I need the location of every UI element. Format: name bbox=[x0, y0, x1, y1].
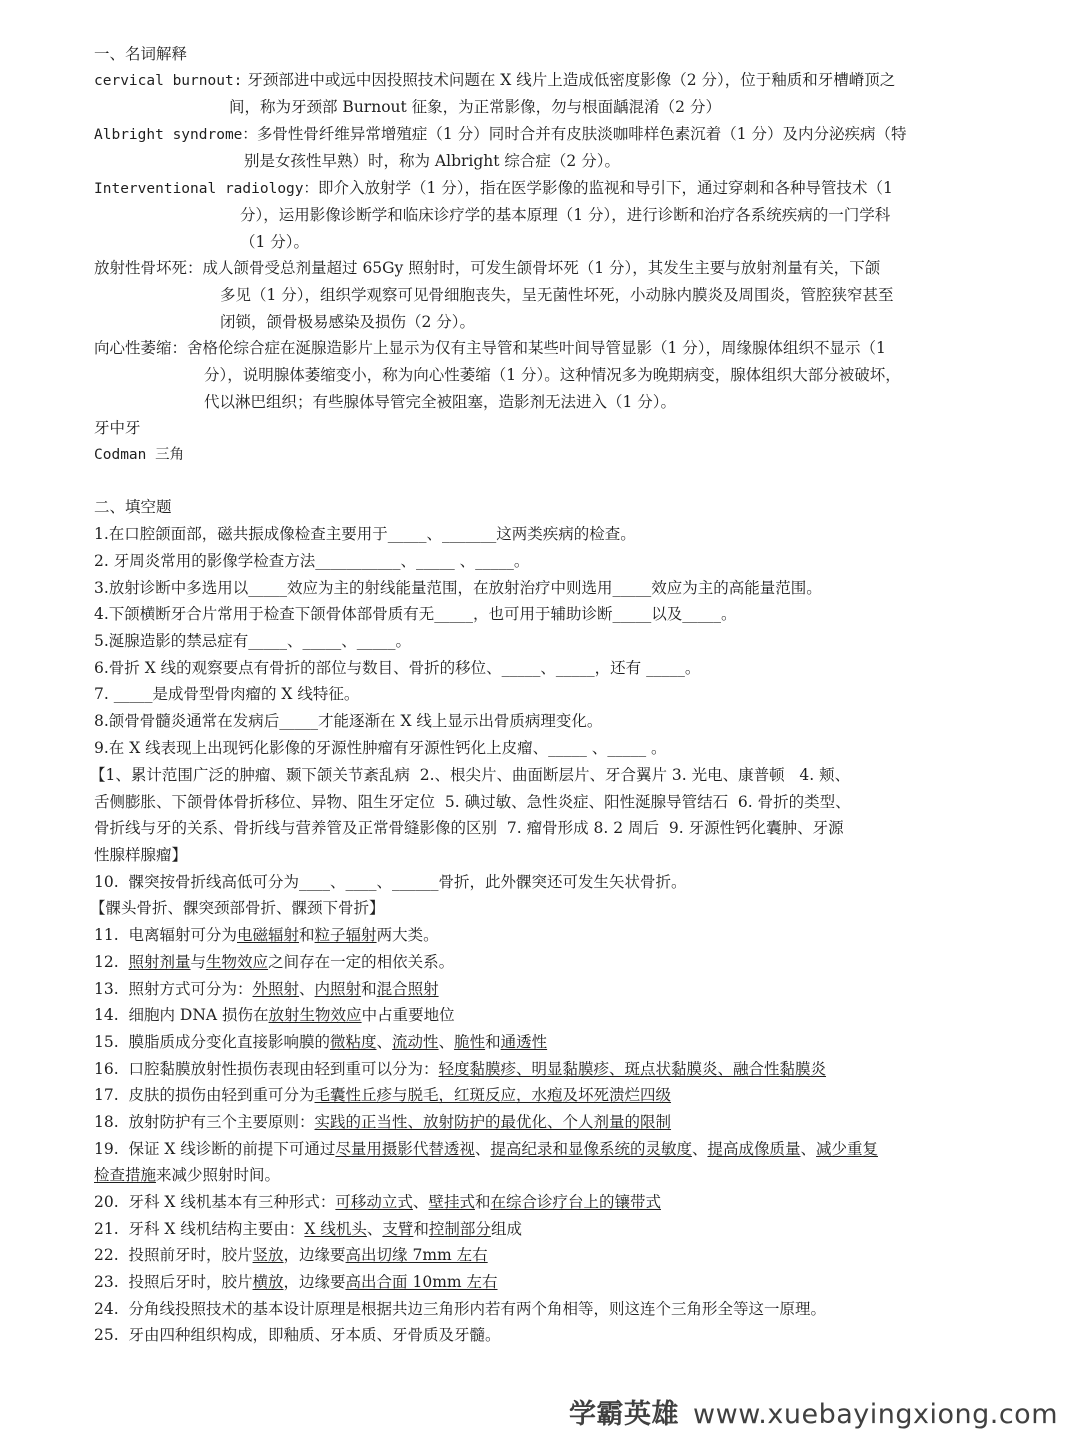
answer-underlined: 支臂 bbox=[382, 1220, 414, 1238]
question-14: 14. 细胞内 DNA 损伤在放射生物效应中占重要地位 bbox=[94, 1006, 455, 1024]
answer-underlined: 高出切缘 7mm 左右 bbox=[345, 1246, 488, 1264]
question-5: 5.涎腺造影的禁忌症有_____、_____、_____。 bbox=[94, 632, 412, 650]
answer-underlined: 提高成像质量 bbox=[707, 1140, 801, 1158]
term-definition: 闭锁，颌骨极易感染及损伤（2 分）。 bbox=[220, 313, 476, 331]
term-radiation-osteonecrosis bbox=[94, 258, 880, 278]
term-dens-in-dente: 牙中牙 bbox=[94, 419, 141, 437]
question-1: 1.在口腔颌面部，磁共振成像检查主要用于_____、_______这两类疾病的检查。 bbox=[94, 525, 636, 543]
question-21: 21. 牙科 X 线机结构主要由：X 线机头、支臂和控制部分组成 bbox=[94, 1220, 522, 1238]
answer-underlined: 竖放 bbox=[252, 1246, 284, 1264]
question-10: 10. 髁突按骨折线高低可分为____、____、______骨折，此外髁突还可发生矢状骨折。 bbox=[94, 873, 687, 891]
term-albright-syndrome bbox=[94, 124, 907, 145]
question-24: 24. 分角线投照技术的基本设计原理是根据共边三角形内若有两个角相等，则这连个三角形全等这一原理。 bbox=[94, 1300, 827, 1318]
footer-brand: 学霸英雄 bbox=[569, 1399, 680, 1430]
answer-underlined: 混合照射 bbox=[376, 980, 439, 998]
question-17: 17. 皮肤的损伤由轻到重可分为毛囊性丘疹与脱毛，红斑反应，水疱及坏死溃烂四级 bbox=[94, 1086, 672, 1104]
term-definition: 即介入放射学（1 分），指在医学影像的监视和导引下，通过穿刺和各种导管技术（1 bbox=[318, 179, 893, 197]
answer-underlined: 提高纪录和显像系统的灵敏度 bbox=[490, 1140, 692, 1158]
answer-underlined: 内照射 bbox=[314, 980, 362, 998]
answer-underlined: 减少重复 bbox=[816, 1140, 879, 1158]
question-8: 8.颌骨骨髓炎通常在发病后_____才能逐渐在 X 线上显示出骨质病理变化。 bbox=[94, 712, 603, 730]
answer-underlined: X 线机头 bbox=[304, 1220, 367, 1238]
answer-key: 性腺样腺瘤】 bbox=[94, 846, 188, 864]
footer-url[interactable]: www.xuebayingxiong.com bbox=[693, 1399, 1058, 1430]
term-definition: 间，称为牙颈部 Burnout 征象，为正常影像，勿与根面龋混淆（2 分） bbox=[229, 98, 721, 116]
term-label: Albright syndrome： bbox=[94, 127, 257, 143]
question-9: 9.在 X 线表现上出现钙化影像的牙源性肿瘤有牙源性钙化上皮瘤、_____ 、_____ 。 bbox=[94, 739, 667, 757]
question-13: 13. 照射方式可分为：外照射、内照射和混合照射 bbox=[94, 980, 439, 998]
answer-underlined: 照射剂量 bbox=[128, 953, 191, 971]
term-definition: 多骨性骨纤维异常增殖症（1 分）同时合并有皮肤淡咖啡样色素沉着（1 分）及内分泌疾病（特 bbox=[256, 125, 907, 143]
question-20: 20. 牙科 X 线机基本有三种形式：可移动立式、壁挂式和在综合诊疗台上的镶带式 bbox=[94, 1193, 661, 1211]
question-2: 2. 牙周炎常用的影像学检查方法___________、_____ 、_____。 bbox=[94, 552, 530, 570]
answer-key: 舌侧膨胀、下颌骨体骨折移位、异物、阻生牙定位 5. 碘过敏、急性炎症、阳性涎腺导管结石 6. 骨折的类型、 bbox=[94, 793, 851, 811]
answer-underlined: 生物效应 bbox=[206, 953, 269, 971]
answer-key: 骨折线与牙的关系、骨折线与营养管及正常骨缝影像的区别 7. 瘤骨形成 8. 2 周后 9. 牙源性钙化囊肿、牙源 bbox=[94, 819, 844, 837]
answer-underlined: 可移动立式 bbox=[335, 1193, 413, 1211]
question-4: 4.下颌横断牙合片常用于检查下颌骨体部骨质有无_____，也可用于辅助诊断_____以及_____。 bbox=[94, 605, 737, 623]
answer-underlined: 脆性 bbox=[454, 1033, 486, 1051]
answer-underlined: 高出合面 10mm 左右 bbox=[345, 1273, 498, 1291]
term-definition: （1 分）。 bbox=[240, 233, 310, 251]
question-16: 16. 口腔黏膜放射性损伤表现由轻到重可以分为：轻度黏膜疹、明显黏膜疹、斑点状黏膜炎、融合性黏膜炎 bbox=[94, 1060, 827, 1078]
section-title: 一、名词解释 bbox=[94, 45, 188, 63]
question-25: 25. 牙由四种组织构成，即釉质、牙本质、牙骨质及牙髓。 bbox=[94, 1326, 501, 1344]
answer-underlined: 通透性 bbox=[500, 1033, 548, 1051]
question-3: 3.放射诊断中多选用以_____效应为主的射线能量范围，在放射治疗中则选用_____效应为主的高能量范围。 bbox=[94, 579, 822, 597]
term-centripetal-atrophy bbox=[94, 338, 886, 358]
answer-underlined: 毛囊性丘疹与脱毛，红斑反应，水疱及坏死溃烂四级 bbox=[314, 1086, 672, 1104]
question-7: 7. _____是成骨型骨肉瘤的 X 线特征。 bbox=[94, 685, 360, 703]
question-15: 15. 膜脂质成分变化直接影响膜的微粘度、流动性、脆性和通透性 bbox=[94, 1033, 548, 1051]
question-6: 6.骨折 X 线的观察要点有骨折的部位与数目、骨折的移位、_____、_____，还有 _____。 bbox=[94, 659, 701, 677]
term-interventional-radiology bbox=[94, 178, 893, 199]
answer-key: 【1、累计范围广泛的肿瘤、颞下颌关节紊乱病 2.、根尖片、曲面断层片、牙合翼片 3. 光电、康普顿 4. 颊、 bbox=[90, 766, 851, 784]
term-label: cervical burnout: bbox=[94, 73, 243, 89]
question-19-continued: 检查措施来减少照射时间。 bbox=[94, 1166, 281, 1184]
question-22: 22. 投照前牙时，胶片竖放，边缘要高出切缘 7mm 左右 bbox=[94, 1246, 488, 1264]
term-definition: 代以淋巴组织；有些腺体导管完全被阻塞，造影剂无法进入（1 分）。 bbox=[204, 393, 677, 411]
term-definition: 分），说明腺体萎缩变小，称为向心性萎缩（1 分）。这种情况多为晚期病变，腺体组织大部分被破坏， bbox=[204, 366, 901, 384]
term-definition: 成人颌骨受总剂量超过 65Gy 照射时，可发生颌骨坏死（1 分），其发生主要与放射剂量有关，下颌 bbox=[202, 259, 881, 277]
question-18: 18. 放射防护有三个主要原则：实践的正当性、放射防护的最优化、个人剂量的限制 bbox=[94, 1113, 672, 1131]
term-codman-triangle: Codman 三角 bbox=[94, 447, 185, 463]
question-12: 12. 照射剂量与生物效应之间存在一定的相依关系。 bbox=[94, 953, 455, 971]
answer-underlined: 壁挂式 bbox=[428, 1193, 475, 1211]
question-23: 23. 投照后牙时，胶片横放，边缘要高出合面 10mm 左右 bbox=[94, 1273, 498, 1291]
term-label: 放射性骨坏死： bbox=[94, 259, 203, 277]
answer-underlined: 在综合诊疗台上的镶带式 bbox=[490, 1193, 661, 1211]
answer-underlined: 流动性 bbox=[392, 1033, 439, 1051]
answer-key: 【髁头骨折、髁突颈部骨折、髁颈下骨折】 bbox=[90, 899, 385, 917]
term-label: Interventional radiology： bbox=[94, 181, 319, 197]
term-label: 向心性萎缩： bbox=[94, 339, 188, 357]
term-definition: 多见（1 分），组织学观察可见骨细胞丧失，呈无菌性坏死，小动脉内膜炎及周围炎，管腔狭窄甚至 bbox=[220, 286, 894, 304]
answer-underlined: 横放 bbox=[252, 1273, 284, 1291]
answer-underlined: 电磁辐射 bbox=[237, 926, 300, 944]
answer-underlined: 放射生物效应 bbox=[268, 1006, 362, 1024]
answer-underlined: 控制部分 bbox=[428, 1220, 491, 1238]
term-definition: 舍格伦综合症在涎腺造影片上显示为仅有主导管和某些叶间导管显影（1 分），周缘腺体组织不显示（1 bbox=[187, 339, 886, 357]
answer-underlined: 轻度黏膜疹、明显黏膜疹、斑点状黏膜炎、融合性黏膜炎 bbox=[438, 1060, 827, 1078]
term-definition: 分），运用影像诊断学和临床诊疗学的基本原理（1 分），进行诊断和治疗各系统疾病的一门学科 bbox=[240, 206, 891, 224]
answer-underlined: 粒子辐射 bbox=[314, 926, 377, 944]
answer-underlined: 检查措施 bbox=[94, 1166, 157, 1184]
answer-underlined: 微粘度 bbox=[330, 1033, 377, 1051]
answer-underlined: 实践的正当性、放射防护的最优化、个人剂量的限制 bbox=[314, 1113, 672, 1131]
answer-underlined: 外照射 bbox=[252, 980, 300, 998]
question-19: 19. 保证 X 线诊断的前提下可通过尽量用摄影代替透视、提高纪录和显像系统的灵敏度、提高成像质量、减少重复 bbox=[94, 1140, 879, 1158]
answer-underlined: 尽量用摄影代替透视 bbox=[335, 1140, 475, 1158]
section-title: 二、填空题 bbox=[94, 498, 172, 516]
footer-watermark bbox=[569, 1392, 1058, 1431]
question-11: 11. 电离辐射可分为电磁辐射和粒子辐射两大类。 bbox=[94, 926, 439, 944]
term-definition: 牙颈部进中或远中因投照技术问题在 X 线片上造成低密度影像（2 分），位于釉质和牙槽嵴顶之 bbox=[247, 71, 896, 89]
term-definition: 别是女孩性早熟）时，称为 Albright 综合症（2 分）。 bbox=[244, 152, 620, 170]
term-cervical-burnout bbox=[94, 70, 895, 91]
